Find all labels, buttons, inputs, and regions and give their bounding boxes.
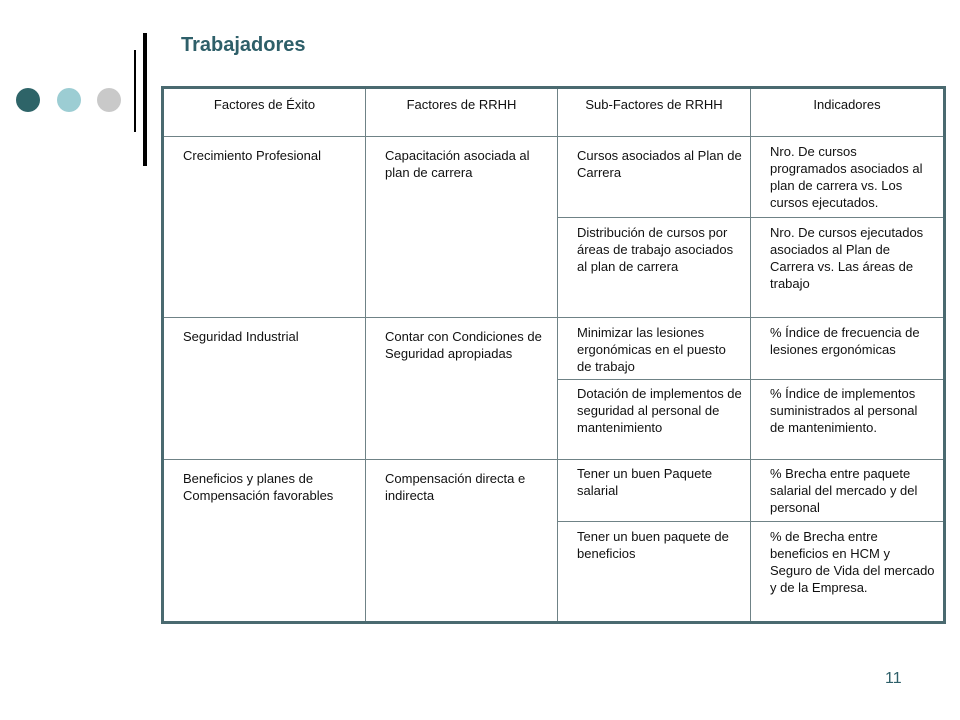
sub-factor-cell: Cursos asociados al Plan de Carrera <box>558 137 751 218</box>
factors-table <box>161 86 946 624</box>
rrhh-cell: Capacitación asociada al plan de carrera <box>366 137 558 318</box>
header-indicadores: Indicadores <box>751 88 945 137</box>
sub-factor-cell: Distribución de cursos por áreas de trabajo asociados al plan de carrera <box>558 218 751 318</box>
slide-title: Trabajadores <box>181 34 306 56</box>
factor-cell: Beneficios y planes de Compensación favorables <box>163 460 366 623</box>
sub-factor-cell: Dotación de implementos de seguridad al personal de mantenimiento <box>558 380 751 460</box>
header-factores-exito: Factores de Éxito <box>163 88 366 137</box>
table-row <box>163 137 945 218</box>
table-row <box>163 460 945 522</box>
rrhh-cell: Contar con Condiciones de Seguridad apropiadas <box>366 318 558 460</box>
header-factores-rrhh: Factores de RRHH <box>366 88 558 137</box>
factor-cell: Seguridad Industrial <box>163 318 366 460</box>
sub-factor-cell: Tener un buen Paquete salarial <box>558 460 751 522</box>
header-sub-factores: Sub-Factores de RRHH <box>558 88 751 137</box>
decorative-divider-thick <box>143 33 147 166</box>
indicator-cell: Nro. De cursos ejecutados asociados al Plan de Carrera vs. Las áreas de trabajo <box>751 218 945 318</box>
decorative-dot-dark <box>16 88 40 112</box>
indicator-cell: % Brecha entre paquete salarial del mercado y del personal <box>751 460 945 522</box>
indicator-cell: % de Brecha entre beneficios en HCM y Seguro de Vida del mercado y de la Empresa. <box>751 522 945 623</box>
rrhh-cell: Compensación directa e indirecta <box>366 460 558 623</box>
decorative-divider-thin <box>134 50 136 132</box>
sub-factor-cell: Tener un buen paquete de beneficios <box>558 522 751 623</box>
indicator-cell: % Índice de implementos suministrados al personal de mantenimiento. <box>751 380 945 460</box>
decorative-dot-gray <box>97 88 121 112</box>
table-header-row <box>163 88 945 137</box>
decorative-dot-light <box>57 88 81 112</box>
sub-factor-cell: Minimizar las lesiones ergonómicas en el puesto de trabajo <box>558 318 751 380</box>
page-number: 11 <box>885 670 902 687</box>
factor-cell: Crecimiento Profesional <box>163 137 366 318</box>
indicator-cell: % Índice de frecuencia de lesiones ergonómicas <box>751 318 945 380</box>
table-row <box>163 318 945 380</box>
indicator-cell: Nro. De cursos programados asociados al plan de carrera vs. Los cursos ejecutados. <box>751 137 945 218</box>
